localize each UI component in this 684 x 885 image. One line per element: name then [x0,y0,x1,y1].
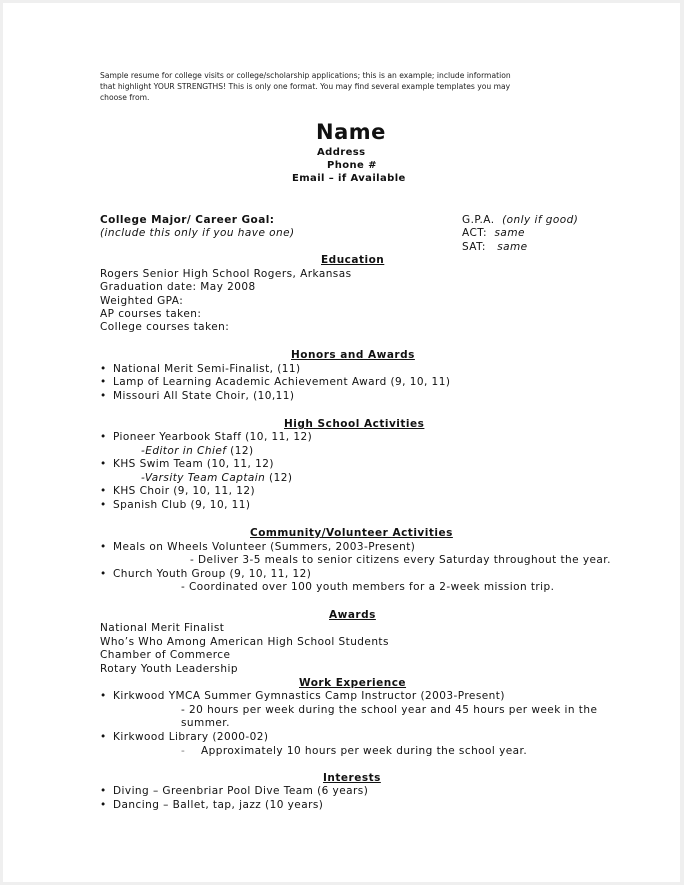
section-heading-awards: Awards [329,609,376,621]
activity-role [141,445,254,459]
education-line: College courses taken: [100,321,230,333]
education-line: Rogers Senior High School Rogers, Arkansas [100,268,352,280]
bullet-icon: • [100,731,107,743]
goal-label: College Major/ Career Goal: [100,214,275,226]
community-detail: - Deliver 3-5 meals to senior citizens every Saturday throughout the year. [190,554,611,566]
bullet-icon: • [100,799,107,811]
activity-role-years: (12) [226,445,254,457]
education-line: AP courses taken: [100,308,202,320]
work-detail: Approximately 10 hours per week during the school year. [201,745,528,757]
honors-item [100,390,294,404]
work-detail: summer. [181,717,230,729]
award-line: Rotary Youth Leadership [100,663,238,675]
community-item [100,541,415,555]
intro-line: that highlight YOUR STRENGTHS! This is only one format. You may find several example templates you may [100,82,511,91]
bullet-icon: • [100,431,107,443]
section-heading-community: Community/Volunteer Activities [250,527,453,539]
resume-email: Email – if Available [292,173,406,184]
activity-item [100,499,250,513]
intro-line: Sample resume for college visits or college/scholarship applications; this is an example; include information [100,71,511,80]
honors-item [100,376,450,390]
section-heading-interests: Interests [323,772,381,784]
work-dash: - [181,745,186,757]
score-label: ACT: [462,227,487,239]
activity-item [100,458,274,472]
section-heading-activities: High School Activities [284,418,425,430]
award-line: Chamber of Commerce [100,649,231,661]
interest-item [100,785,368,799]
community-text: Meals on Wheels Volunteer (Summers, 2003-Present) [113,541,416,553]
work-detail: - 20 hours per week during the school year and 45 hours per week in the [181,704,598,716]
bullet-icon: • [100,568,107,580]
score-value: same [494,227,525,239]
bullet-icon: • [100,541,107,553]
section-heading-work: Work Experience [299,677,407,689]
award-line: National Merit Finalist [100,622,225,634]
work-item [100,690,505,704]
activity-text: Pioneer Yearbook Staff (10, 11, 12) [113,431,313,443]
interest-text: Dancing – Ballet, tap, jazz (10 years) [113,799,324,811]
score-sat [462,241,528,255]
award-line: Who’s Who Among American High School Students [100,636,389,648]
activity-item [100,485,255,499]
intro-note [100,70,600,103]
goal-note: (include this only if you have one) [100,227,295,239]
bullet-icon: • [100,785,107,797]
activity-text: KHS Swim Team (10, 11, 12) [113,458,274,470]
work-item [100,731,268,745]
honors-item-text: Lamp of Learning Academic Achievement Award (9, 10, 11) [113,376,451,388]
activity-role-title: -Varsity Team Captain [141,472,266,484]
community-detail: - Coordinated over 100 youth members for a 2-week mission trip. [181,581,555,593]
activity-role [141,472,292,486]
bullet-icon: • [100,363,107,375]
section-heading-education: Education [321,254,385,266]
score-label: G.P.A. [462,214,495,226]
work-text: Kirkwood Library (2000-02) [113,731,269,743]
activity-text: KHS Choir (9, 10, 11, 12) [113,485,255,497]
score-gpa [462,214,578,228]
bullet-icon: • [100,690,107,702]
education-line: Graduation date: May 2008 [100,281,256,293]
section-heading-honors: Honors and Awards [291,349,415,361]
intro-line: choose from. [100,93,150,102]
community-text: Church Youth Group (9, 10, 11, 12) [113,568,312,580]
bullet-icon: • [100,485,107,497]
honors-item-text: National Merit Semi-Finalist, (11) [113,363,301,375]
honors-item-text: Missouri All State Choir, (10,11) [113,390,295,402]
honors-item [100,363,301,377]
bullet-icon: • [100,458,107,470]
interest-text: Diving – Greenbriar Pool Dive Team (6 years) [113,785,369,797]
bullet-icon: • [100,376,107,388]
resume-address: Address [317,147,366,158]
score-label: SAT: [462,241,486,253]
activity-text: Spanish Club (9, 10, 11) [113,499,251,511]
bullet-icon: • [100,499,107,511]
score-value: (only if good) [502,214,579,226]
resume-phone: Phone # [327,160,377,171]
activity-role-years: (12) [265,472,293,484]
bullet-icon: • [100,390,107,402]
activity-role-title: -Editor in Chief [141,445,227,457]
interest-item [100,799,323,813]
community-item [100,568,311,582]
activity-item [100,431,312,445]
education-line: Weighted GPA: [100,295,184,307]
work-text: Kirkwood YMCA Summer Gymnastics Camp Instructor (2003-Present) [113,690,505,702]
score-act [462,227,525,241]
score-value: same [497,241,528,253]
resume-name: Name [316,120,386,144]
